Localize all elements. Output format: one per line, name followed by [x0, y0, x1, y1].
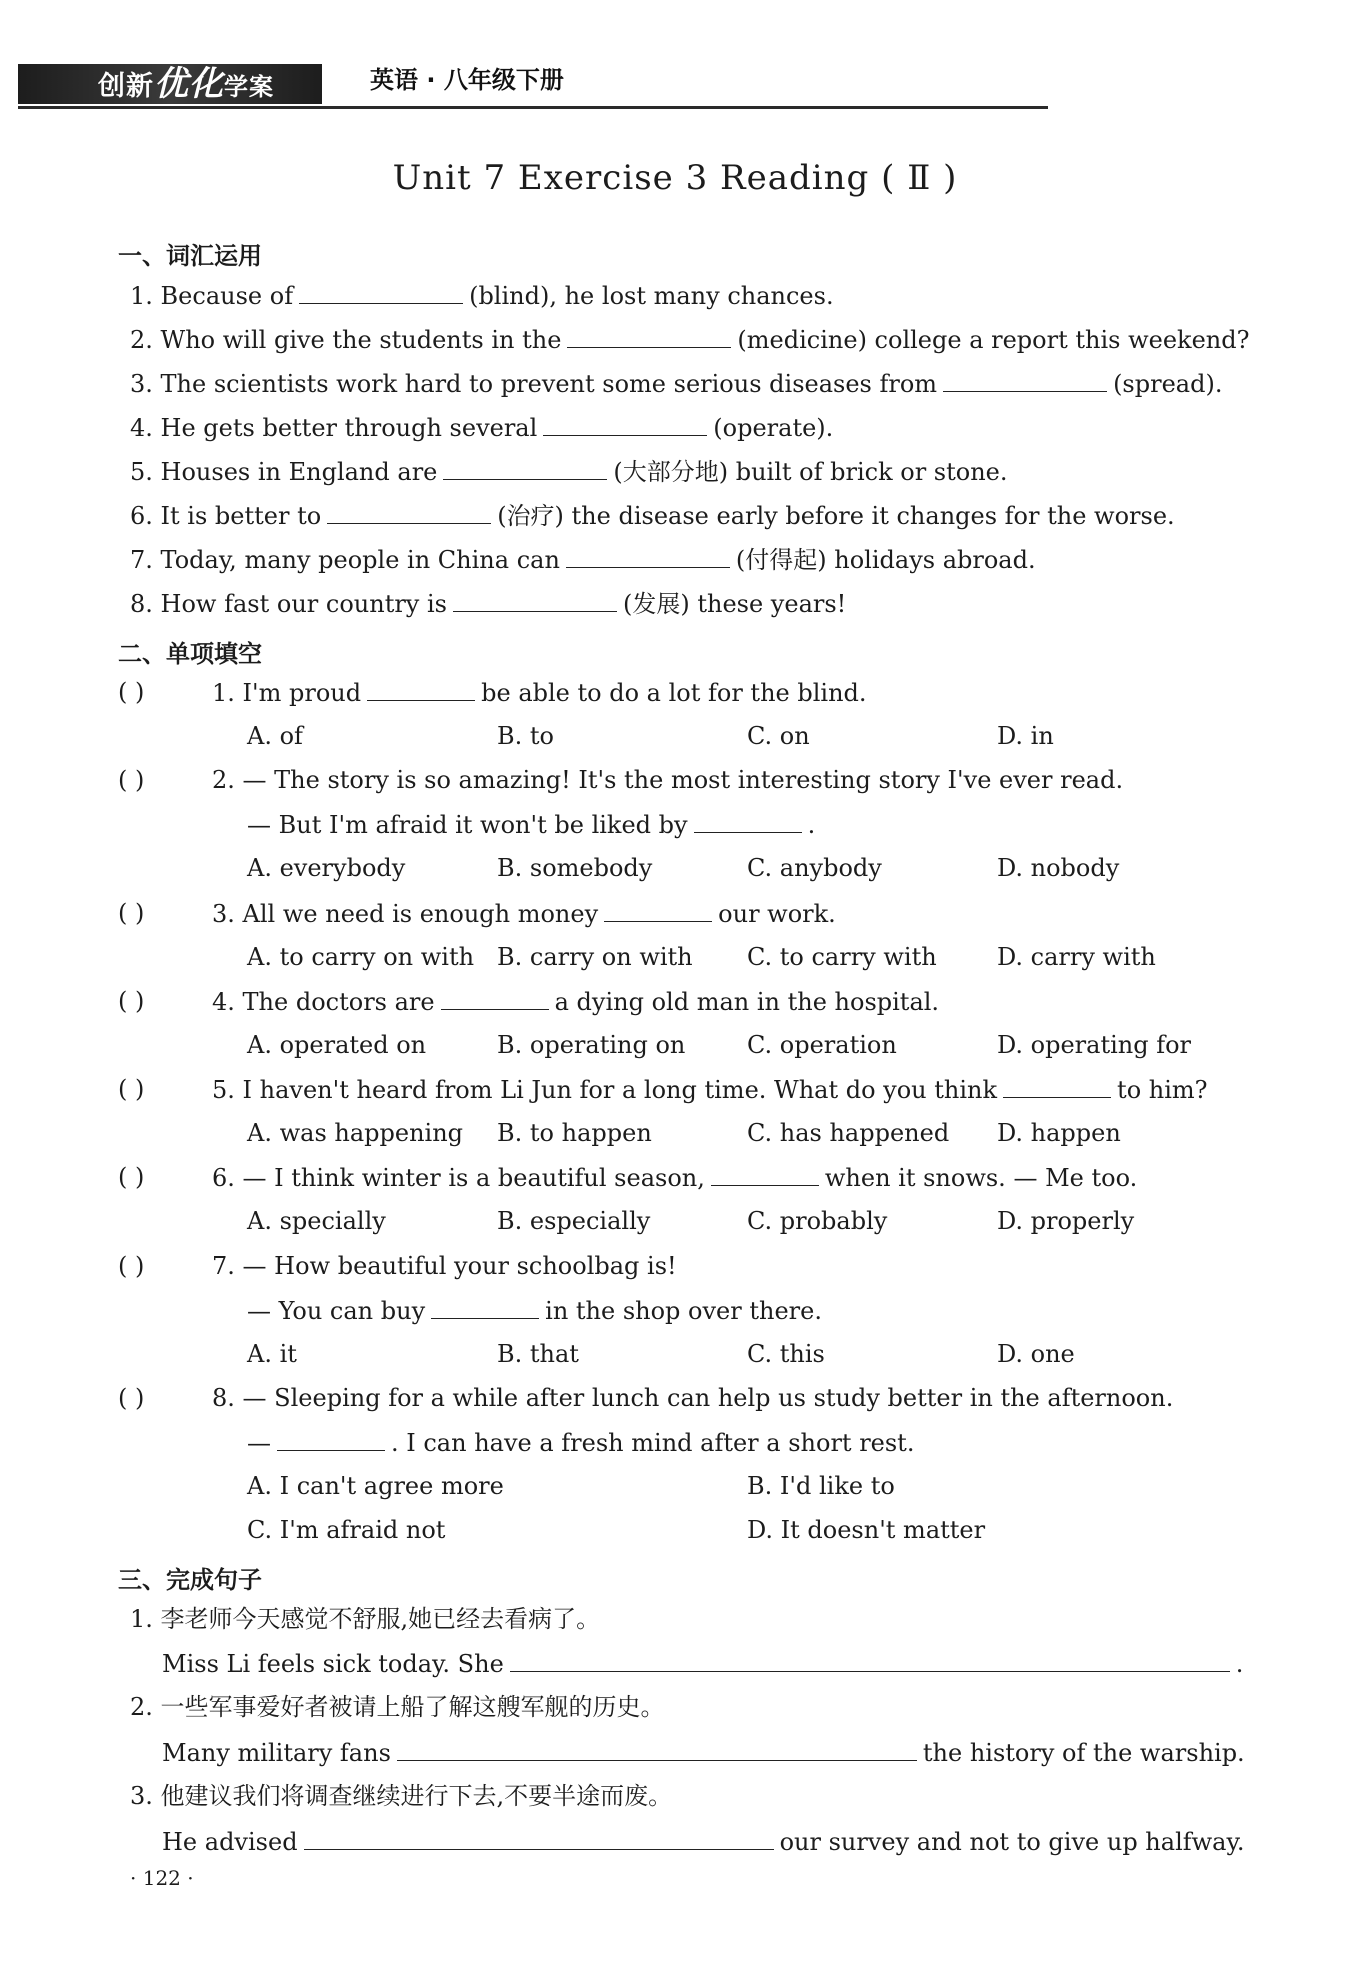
answer-paren[interactable]: ( ): [118, 1075, 145, 1103]
s3-item-3-cn: 3. 他建议我们将调查继续进行下去,不要半途而废。: [130, 1782, 673, 1810]
answer-paren[interactable]: ( ): [118, 1252, 145, 1280]
option-a: A. operated on: [247, 1031, 427, 1059]
option-b: B. to: [497, 722, 554, 750]
answer-blank[interactable]: [327, 499, 491, 524]
s3-item-1-cn: 1. 李老师今天感觉不舒服,她已经去看病了。: [130, 1605, 601, 1633]
answer-blank[interactable]: [431, 1294, 539, 1319]
s2-q8-line1: 8. — Sleeping for a while after lunch can help us study better in the afternoon.: [212, 1384, 1174, 1412]
s3-item-2-cn: 2. 一些军事爱好者被请上船了解这艘军舰的历史。: [130, 1693, 665, 1721]
s2-q2-line2: — But I'm afraid it won't be liked by .: [247, 808, 815, 841]
option-b: B. somebody: [497, 854, 653, 882]
answer-blank[interactable]: [566, 543, 730, 568]
brand-logo: [18, 64, 322, 104]
option-d: D. nobody: [997, 854, 1120, 882]
answer-paren[interactable]: ( ): [118, 1163, 145, 1191]
header-rule: [18, 106, 1048, 109]
s1-item-8: 8. How fast our country is (发展) these years!: [130, 587, 846, 620]
option-b: B. I'd like to: [747, 1472, 895, 1500]
answer-blank[interactable]: [299, 279, 463, 304]
answer-line[interactable]: [304, 1825, 774, 1850]
option-c: C. anybody: [747, 854, 882, 882]
s2-q3: 3. All we need is enough money our work.: [212, 897, 836, 930]
answer-paren[interactable]: ( ): [118, 1384, 145, 1412]
option-d: D. carry with: [997, 943, 1156, 971]
option-d: D. happen: [997, 1119, 1121, 1147]
option-b: B. operating on: [497, 1031, 686, 1059]
s2-q4: 4. The doctors are a dying old man in the hospital.: [212, 985, 939, 1018]
option-a: A. to carry on with: [247, 943, 475, 971]
option-d: D. properly: [997, 1207, 1135, 1235]
option-c: C. on: [747, 722, 810, 750]
s2-q7-line2: — You can buy in the shop over there.: [247, 1294, 822, 1327]
brand-part-1: 创新: [98, 71, 154, 102]
s1-item-2: 2. Who will give the students in the (medicine) college a report this weekend?: [130, 323, 1249, 356]
section2-heading: 二、单项填空: [118, 640, 262, 668]
answer-blank[interactable]: [694, 808, 802, 833]
s1-item-7: 7. Today, many people in China can (付得起) holidays abroad.: [130, 543, 1036, 576]
s1-item-5: 5. Houses in England are (大部分地) built of brick or stone.: [130, 455, 1008, 488]
s1-item-1: 1. Because of (blind), he lost many chances.: [130, 279, 834, 312]
answer-paren[interactable]: ( ): [118, 678, 145, 706]
answer-line[interactable]: [510, 1647, 1230, 1672]
option-a: A. I can't agree more: [247, 1472, 504, 1500]
option-a: A. it: [247, 1340, 297, 1368]
answer-blank[interactable]: [604, 897, 712, 922]
answer-paren[interactable]: ( ): [118, 766, 145, 794]
answer-blank[interactable]: [1003, 1073, 1111, 1098]
s3-item-3-en: He advised our survey and not to give up halfway.: [162, 1825, 1244, 1858]
answer-blank[interactable]: [543, 411, 707, 436]
section1-heading: 一、词汇运用: [118, 242, 262, 270]
option-c: C. probably: [747, 1207, 888, 1235]
answer-blank[interactable]: [943, 367, 1107, 392]
option-d: D. It doesn't matter: [747, 1516, 986, 1544]
answer-line[interactable]: [397, 1736, 917, 1761]
answer-blank[interactable]: [567, 323, 731, 348]
option-c: C. operation: [747, 1031, 897, 1059]
option-d: D. operating for: [997, 1031, 1192, 1059]
s1-item-6: 6. It is better to (治疗) the disease early before it changes for the worse.: [130, 499, 1175, 532]
answer-blank[interactable]: [441, 985, 549, 1010]
answer-blank[interactable]: [443, 455, 607, 480]
s2-q8-line2: — . I can have a fresh mind after a short rest.: [247, 1426, 914, 1459]
answer-blank[interactable]: [711, 1161, 819, 1186]
page-header: [18, 58, 1048, 108]
section3-heading: 三、完成句子: [118, 1566, 262, 1594]
s3-item-1-en: Miss Li feels sick today. She .: [162, 1647, 1243, 1680]
s2-q2-line1: 2. — The story is so amazing! It's the most interesting story I've ever read.: [212, 766, 1124, 794]
option-a: A. was happening: [247, 1119, 464, 1147]
answer-blank[interactable]: [453, 587, 617, 612]
s2-q5: 5. I haven't heard from Li Jun for a long time. What do you think to him?: [212, 1073, 1208, 1106]
option-c: C. has happened: [747, 1119, 950, 1147]
s2-q7-line1: 7. — How beautiful your schoolbag is!: [212, 1252, 677, 1280]
option-d: D. one: [997, 1340, 1075, 1368]
option-c: C. I'm afraid not: [247, 1516, 446, 1544]
s1-item-4: 4. He gets better through several (operate).: [130, 411, 833, 444]
s1-item-3: 3. The scientists work hard to prevent some serious diseases from (spread).: [130, 367, 1222, 400]
answer-blank[interactable]: [277, 1426, 385, 1451]
answer-paren[interactable]: ( ): [118, 987, 145, 1015]
option-c: C. this: [747, 1340, 825, 1368]
option-b: B. carry on with: [497, 943, 693, 971]
page-title: Unit 7 Exercise 3 Reading ( Ⅱ ): [392, 158, 958, 198]
option-d: D. in: [997, 722, 1054, 750]
s3-item-2-en: Many military fans the history of the warship.: [162, 1736, 1245, 1769]
option-b: B. to happen: [497, 1119, 652, 1147]
s2-q6: 6. — I think winter is a beautiful season, when it snows. — Me too.: [212, 1161, 1137, 1194]
page-number: · 122 ·: [130, 1866, 194, 1890]
option-b: B. especially: [497, 1207, 651, 1235]
option-a: A. everybody: [247, 854, 406, 882]
option-c: C. to carry with: [747, 943, 937, 971]
option-a: A. of: [247, 722, 303, 750]
s2-q1: 1. I'm proud be able to do a lot for the blind.: [212, 676, 867, 709]
brand-part-3: 学案: [224, 73, 274, 101]
option-a: A. specially: [247, 1207, 386, 1235]
brand-part-2: 优化: [154, 64, 224, 104]
option-b: B. that: [497, 1340, 579, 1368]
answer-paren[interactable]: ( ): [118, 899, 145, 927]
subject-label: 英语 · 八年级下册: [370, 66, 564, 94]
answer-blank[interactable]: [367, 676, 475, 701]
